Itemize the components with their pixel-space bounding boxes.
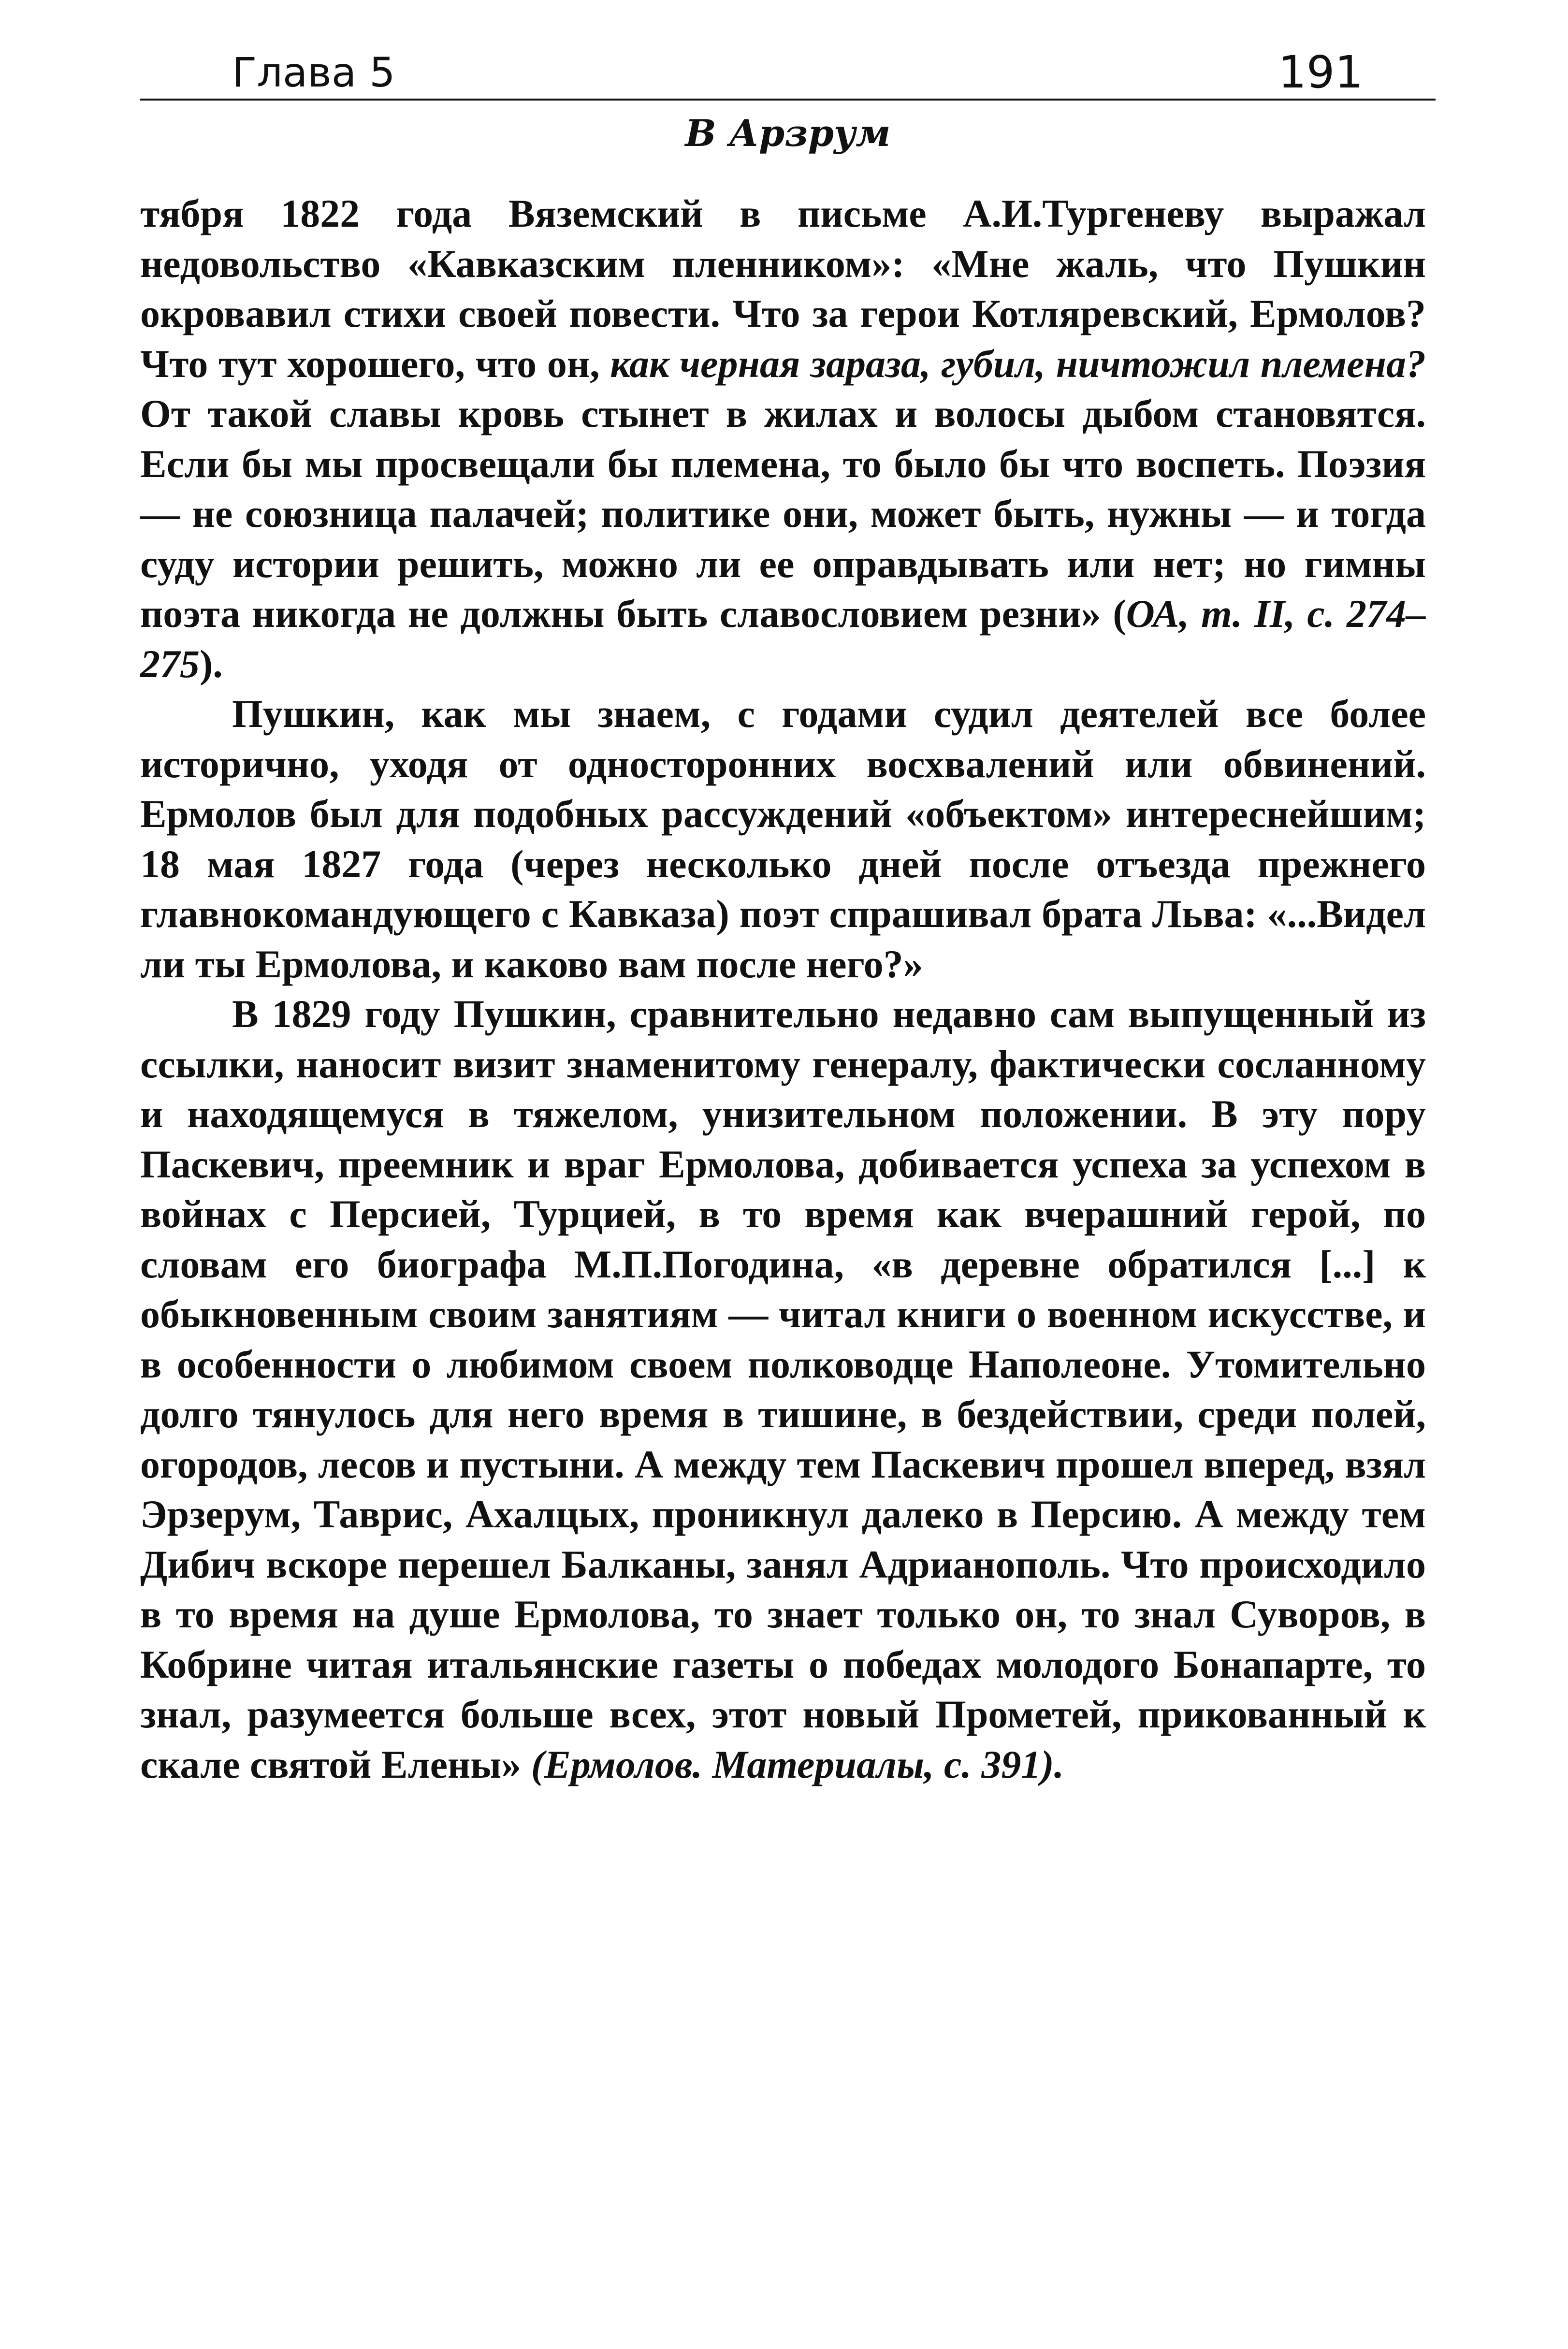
chapter-label: Глава 5: [232, 49, 395, 96]
citation-run: (Ермолов. Материалы, с. 391).: [531, 1742, 1064, 1786]
paragraph-3: [140, 989, 1426, 1789]
page-number: 191: [1278, 46, 1363, 98]
italic-run: как черная зараза, губил, ничтожил племена?: [610, 341, 1426, 386]
running-head: [140, 48, 1436, 102]
text-run: В 1829 году Пушкин, сравнительно недавно сам выпущенный из ссылки, наносит визит знаменитому генералу, фактически сосланному и находящемуся в тяжелом, унизительном положении. В эту пору Паскевич, преемник и враг Ермолова, добивается успеха за успехом в войнах с Персией, Турцией, в то время как вчерашний герой, по словам его биографа М.П.Погодина, «в деревне обратился [...] к обыкновенным своим занятиям — читал книги о военном искусстве, и в особенности о любимом своем полководце Наполеоне. Утомительно долго тянулось для него время в тишине, в бездействии, среди полей, огородов, лесов и пустыни. А между тем Паскевич прошел вперед, взял Эрзерум, Таврис, Ахалцых, проникнул далеко в Персию. А между тем Дибич вскоре перешел Балканы, занял Адрианополь. Что происходило в то время на душе Ермолова, то знает только он, то знал Суворов, в Кобрине читая итальянские газеты о победах молодого Бонапарте, то знал, разумеется больше всех, этот новый Прометей, прикованный к скале святой Елены»: [140, 992, 1426, 1786]
paragraph-1: [140, 188, 1426, 689]
text-run: Пушкин, как мы знаем, с годами судил деятелей все более исторично, уходя от односторонних восхвалений или обвинений. Ермолов был для подобных рассуждений «объектом» интереснейшим; 18 мая 1827 года (через несколько дней после отъезда прежнего главнокомандующего с Кавказа) поэт спрашивал брата Льва: «...Видел ли ты Ермолова, и каково вам после него?»: [140, 692, 1426, 986]
body-text: [140, 188, 1426, 1789]
header-rule: [140, 99, 1436, 101]
section-title: В Арзрум: [685, 112, 891, 155]
text-run: тября 1822 года Вяземский в письме А.И.Тургеневу выражал недовольство «Кавказским пленником»: «Мне жаль, что Пушкин окровавил стихи своей повести. Что за герои Котляревский, Ермолов? Что тут хорошего, что он,: [140, 191, 1426, 386]
citation-run: ОА, т. II, с. 274–275: [140, 592, 1426, 686]
text-run: От такой славы кровь стынет в жилах и волосы дыбом становятся. Если бы мы просвещали бы племена, то было бы что воспеть. Поэзия — не союзница палачей; политике они, может быть, нужны — и тогда суду истории решить, можно ли ее оправдывать или нет; но гимны поэта никогда не должны быть славословием резни» (: [140, 392, 1426, 636]
text-run: ).: [200, 641, 223, 686]
paragraph-2: [140, 689, 1426, 989]
